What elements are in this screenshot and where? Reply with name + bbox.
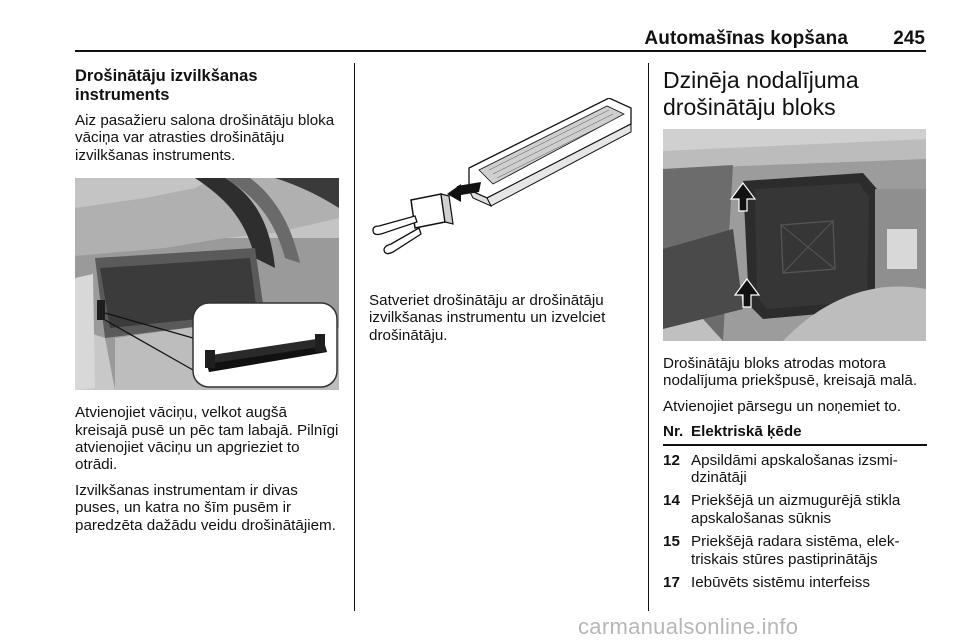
figure-glovebox-fuse-cover bbox=[75, 178, 339, 390]
table-header-nr: Nr. bbox=[663, 423, 684, 441]
paragraph: Atvienojiet vāciņu, velkot augšā kreisajā pusē un pēc tam labajā. Pilnīgi atvienojiet vāciņu un apgrieziet to otrādi. bbox=[75, 404, 339, 474]
column-fuse-puller bbox=[75, 67, 343, 542]
page-number: 245 bbox=[893, 28, 925, 49]
column-divider-right bbox=[648, 63, 649, 611]
figure-engine-fuse-box bbox=[663, 129, 926, 341]
fuse-table-header bbox=[663, 423, 927, 445]
fuse-number: 14 bbox=[663, 492, 680, 510]
table-row bbox=[663, 452, 927, 487]
paragraph: Atvienojiet pārsegu un noņemiet to. bbox=[663, 397, 902, 415]
fuse-circuit: Iebūvēts sistēmu interfeiss bbox=[691, 574, 870, 592]
table-row bbox=[663, 533, 927, 568]
fuse-number: 17 bbox=[663, 574, 680, 592]
column-engine-fuse-box bbox=[663, 67, 927, 597]
table-header-circuit: Elektriskā ķēde bbox=[691, 423, 802, 441]
fuse-circuit: Apsildāmi apskalošanas izsmidzinātāji bbox=[691, 451, 898, 487]
column-divider-left bbox=[354, 63, 355, 611]
column-fuse-removal bbox=[369, 98, 639, 352]
paragraph: Satveriet drošinātāju ar drošinātāju izvilkšanas instrumentu un izvelciet drošinātāju. bbox=[369, 292, 606, 344]
table-row bbox=[663, 492, 927, 527]
header-rule bbox=[75, 50, 926, 52]
paragraph: Drošinātāju bloks atrodas motora nodalījuma priekšpusē, kreisajā malā. bbox=[663, 355, 918, 390]
fuse-circuit: Priekšējā radara sistēma, elektriskais stūres pastiprinātājs bbox=[691, 533, 900, 568]
paragraph: Aiz pasažieru salona drošinātāju bloka vāciņa var atrasties drošinātāju izvilkšanas instruments. bbox=[75, 112, 335, 164]
paragraph: Izvilkšanas instrumentam ir divas puses, un katra no šīm pusēm ir paredzēta dažādu veidu drošinātājiem. bbox=[75, 481, 336, 534]
table-row bbox=[663, 574, 927, 591]
page-header bbox=[0, 0, 960, 52]
fuse-number: 15 bbox=[663, 533, 680, 551]
chapter-title: Automašīnas kopšana bbox=[644, 28, 848, 49]
fuse-circuit: Priekšējā un aizmugurējā stikla apskalošanas sūknis bbox=[691, 492, 901, 527]
fuse-number: 12 bbox=[663, 451, 680, 469]
section-heading-fuse-puller: Drošinātāju izvilkšanas instruments bbox=[75, 67, 258, 104]
figure-fuse-puller-tool bbox=[369, 98, 633, 262]
watermark: carmanualsonline.info bbox=[578, 614, 799, 639]
section-heading-engine-fuse-box: Dzinēja nodalījuma drošinātāju bloks bbox=[663, 67, 859, 120]
